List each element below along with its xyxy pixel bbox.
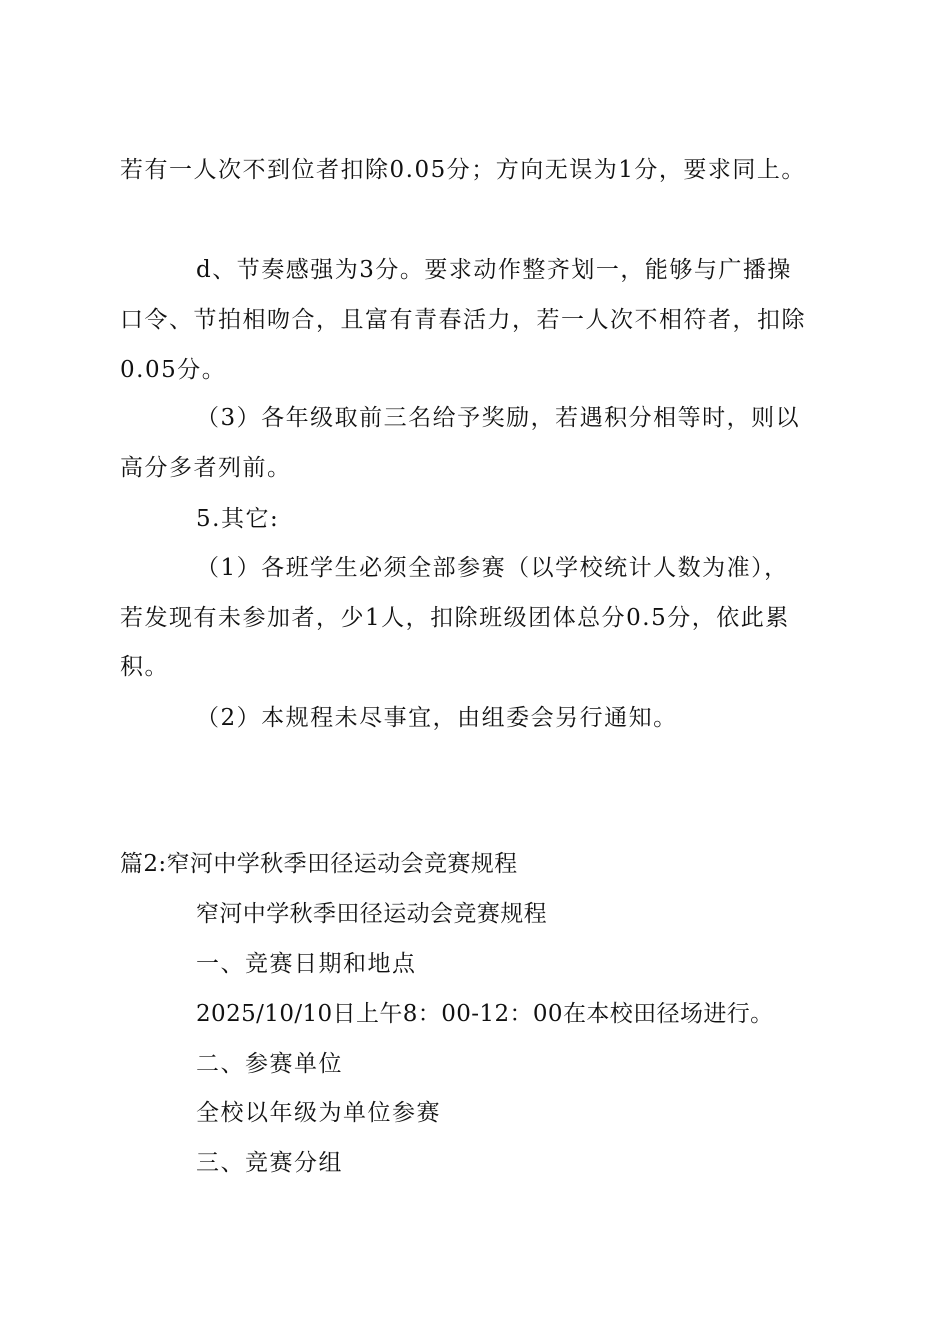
section-heading: 二、参赛单位 [196, 1051, 343, 1077]
paragraph-line: 若发现有未参加者，少1人，扣除班级团体总分0.5分，依此累 [120, 605, 790, 631]
paragraph-line: 口令、节拍相吻合，且富有青春活力，若一人次不相符者，扣除 [120, 307, 806, 333]
paragraph-line: 2025/10/10日上午8：00-12：00在本校田径场进行。 [196, 1001, 774, 1027]
paragraph-line: 0.05分。 [120, 357, 227, 383]
paragraph-line: （1）各班学生必须全部参赛（以学校统计人数为准）， [196, 555, 789, 581]
paragraph-line: 若有一人次不到位者扣除0.05分；方向无误为1分，要求同上。 [120, 157, 806, 183]
paragraph-line: （2）本规程未尽事宜，由组委会另行通知。 [196, 705, 678, 731]
section-heading: 5.其它: [196, 506, 280, 532]
article-title: 篇2:窄河中学秋季田径运动会竞赛规程 [120, 851, 518, 877]
paragraph-line: （3）各年级取前三名给予奖励，若遇积分相等时，则以 [196, 405, 801, 431]
section-heading: 三、竞赛分组 [196, 1150, 343, 1176]
paragraph-line: 高分多者列前。 [120, 455, 292, 481]
paragraph-line: 积。 [120, 654, 169, 680]
section-heading: 一、竞赛日期和地点 [196, 951, 417, 977]
paragraph-line: d、节奏感强为3分。要求动作整齐划一，能够与广播操 [196, 257, 792, 283]
document-title: 窄河中学秋季田径运动会竞赛规程 [196, 901, 547, 927]
paragraph-line: 全校以年级为单位参赛 [196, 1100, 441, 1126]
